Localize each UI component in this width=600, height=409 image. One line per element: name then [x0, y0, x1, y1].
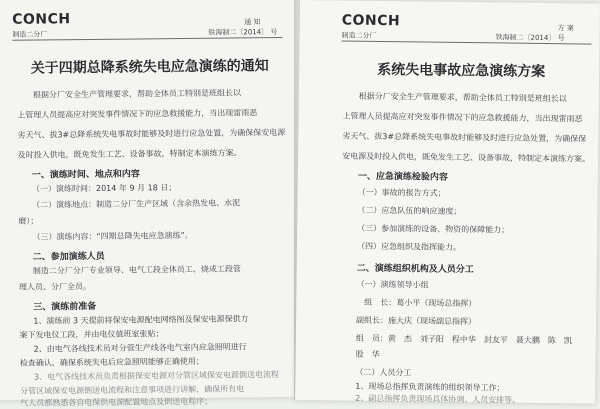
item-line: （一）事故的报告方式；	[357, 187, 446, 198]
intro-paragraph	[342, 87, 591, 170]
duty-subheading: （二）人员分工	[355, 367, 412, 378]
document-type-label: 通 知	[244, 18, 261, 27]
item-line: （二）演练地点：制造二分厂生产区域（含余热发电、水泥	[32, 198, 241, 210]
item-line: （一）演练时间：2014 年 9 月 18 日；	[31, 183, 177, 194]
prep-line: 检查确认，确保系统失电后应急照明能够正确使用；	[19, 356, 204, 368]
intro-line: 及时投入供电，既免发生工艺、设备事故，特制定本演练方案。	[17, 148, 242, 160]
item-line: 磨）；	[18, 216, 39, 226]
left-document-page	[0, 0, 300, 408]
org-subheading: （一）演练领导小组	[356, 279, 429, 290]
document-number: 铁海制二〔2014〕 号	[208, 28, 278, 37]
deputy-line: 副组长：施大庆（现场副总指挥）	[356, 315, 477, 327]
intro-line: 上管理人员提高应对突发事件情况下的应急救援能力，当出现雷雨恶	[342, 111, 583, 124]
prep-line: 3、电气各线技术员负责根据保安电源对分管区域保安电源倒送电流程	[33, 370, 280, 382]
prep-line: 分管区域保安电源倒送电流程和注意事项进行讲解，确保所有电	[20, 384, 245, 396]
conch-logo: CONCH	[12, 11, 71, 28]
members-line: 组 员：黄 杰 刘子阳 程中华 封友平 聂大鹏 陈 凯	[355, 333, 572, 346]
section-heading: 三、演练前准备	[33, 301, 97, 313]
item-line: （三）演练内容：“四期总降失电应急演练”。	[32, 230, 193, 242]
intro-line: 劣天气、拔3#总降系统失电事故时能够及时进行应急处置，为确保保安电源	[17, 127, 286, 140]
section-heading: 二、参加演练人员	[32, 251, 105, 263]
item-line: （二）应急队伍的响应速度；	[357, 205, 462, 216]
item-line: （三）参加演练的设备、物资的保障能力；	[357, 223, 510, 235]
intro-line: 劣天气、拔3#总降系统失电事故时能够及时进行应急处置，为确保保	[342, 131, 587, 144]
duty-line: 1、现场总指挥负责演练的组织领导工作；	[355, 381, 505, 393]
leader-line: 组 长：葛小平（现场总指挥）	[364, 297, 477, 309]
section-heading: 一、演练时间、地点和内容	[31, 169, 140, 181]
staff-line: 制造二分厂分厂专业领导、电气工段全体员工、烧成工段管	[32, 264, 241, 276]
department-label: 制造二分厂	[341, 31, 377, 40]
duty-line: 2、副总指挥负责现场具体协调、人员安排等。	[355, 393, 521, 405]
department-label: 制造二分厂	[12, 30, 48, 39]
right-document-page	[295, 0, 600, 404]
prep-line: 1、演练前 3 天提前将保安电源配电网络图及保安电源保供方	[33, 314, 249, 326]
staff-line: 理人员、分厂全员。	[18, 282, 92, 292]
document-title: 系统失电事故应急演练方案	[377, 61, 546, 80]
intro-line: 安电源及时投入供电，既免发生工艺、设备事故，特制定本演练方案。	[342, 151, 591, 164]
document-title: 关于四期总降系统失电应急演练的通知	[30, 58, 269, 77]
prep-line: 案下发电仪工段，并由电仪值班室张贴；	[19, 329, 164, 340]
prep-line: 2、由电气各线技术员对分管生产线各电气室内应急照明进行	[33, 342, 247, 354]
intro-line: 根据分厂安全生产管理要求，帮助全体员工特别是班组长以	[358, 91, 567, 104]
section-heading: 二、演练组织机构及人员分工	[356, 263, 474, 276]
item-line: （四）应急组织及指挥能力。	[356, 241, 462, 252]
document-number: 铁海制二〔2014〕 号	[495, 33, 565, 43]
intro-paragraph	[17, 83, 286, 166]
section-heading: 一、应急演练检验内容	[357, 171, 448, 183]
document-type-label: 方 案	[557, 24, 574, 33]
intro-line: 根据分厂安全生产管理要求，帮助全体员工特别是班组长以	[32, 88, 242, 100]
header-rule	[12, 37, 282, 41]
members-line: 股 华	[355, 349, 380, 359]
prep-line: 气人员都熟悉各自电保供电源配置地点及倒送电程序；	[20, 396, 213, 408]
intro-line: 上管理人员提高应对突发事件情况下的应急救援能力，当出现雷雨恶	[17, 108, 258, 120]
conch-logo: CONCH	[341, 12, 401, 30]
